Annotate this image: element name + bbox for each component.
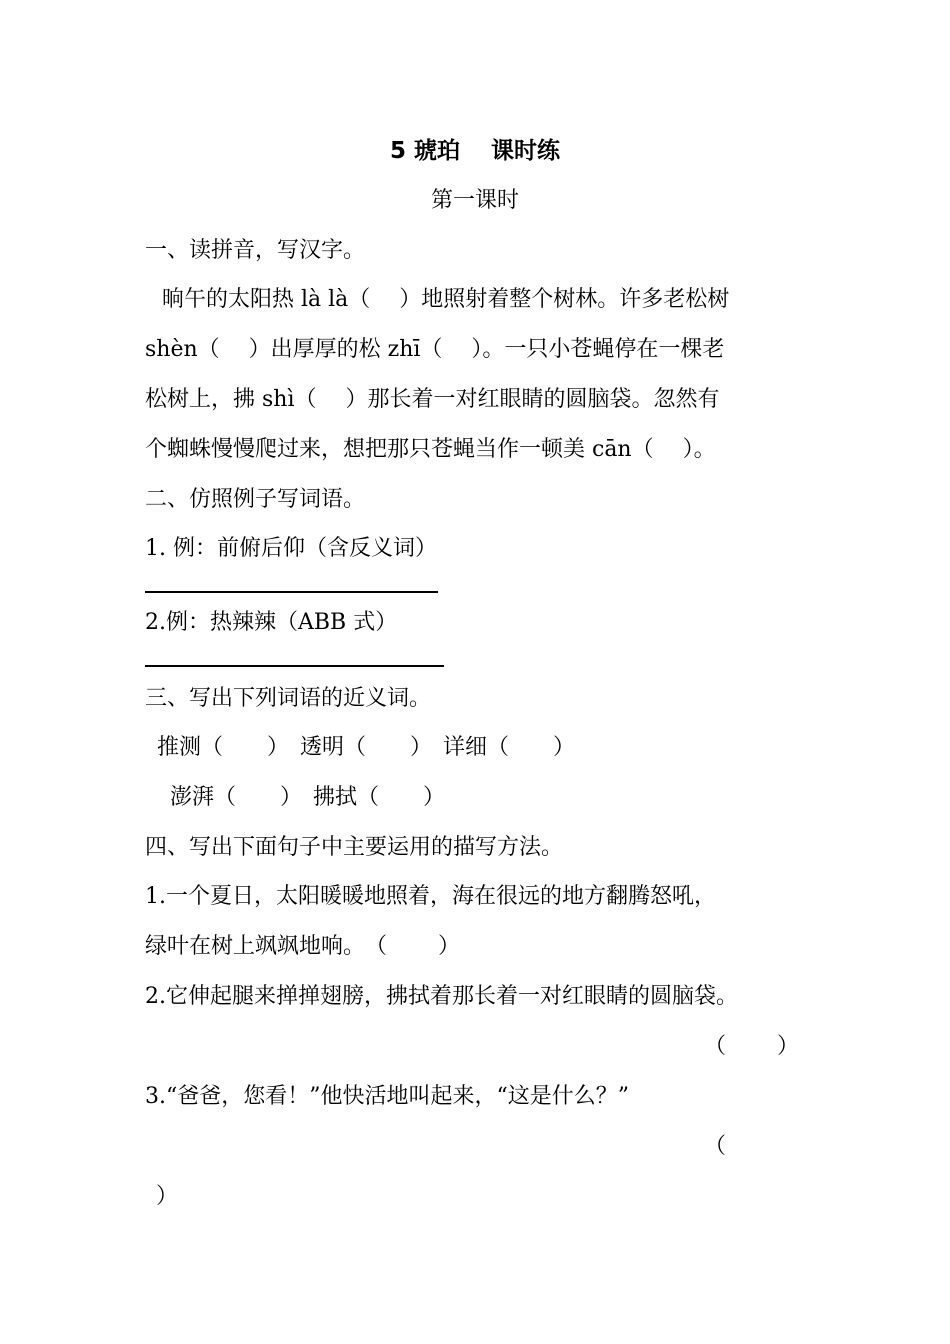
answer-line [145,665,444,667]
section-1-text-line: shèn（ ）出厚厚的松 zhī（ ）。一只小苍蝇停在一棵老 [145,337,725,362]
section-1-text-line: 个蜘蛛慢慢爬过来，想把那只苍蝇当作一顿美 cān（ ）。 [145,437,716,462]
synonym-row: 推测（ ） 透明（ ） 详细（ ） [157,735,576,760]
section-4-heading: 四、写出下面句子中主要运用的描写方法。 [145,835,564,860]
section-4-question-2: 2.它伸起腿来掸掸翅膀，拂拭着那长着一对红眼睛的圆脑袋。 [145,984,738,1009]
section-2-question-1: 1. 例：前俯后仰（含反义词） [145,536,437,561]
answer-line [145,591,438,593]
page-title: 5 琥珀 课时练 [389,138,561,164]
section-1-heading: 一、读拼音，写汉字。 [145,238,366,263]
section-2-heading: 二、仿照例子写词语。 [145,487,366,512]
answer-paren-open: （ [704,1134,727,1159]
section-1-text-line: 松树上，拂 shì（ ）那长着一对红眼睛的圆脑袋。忽然有 [145,387,720,412]
section-4-question-1: 1.一个夏日，太阳暖暖地照着，海在很远的地方翻腾怒吼， [145,884,716,909]
section-4-question-3: 3.“爸爸，您看！”他快活地叫起来，“这是什么？” [145,1084,629,1109]
section-4-question-1-cont: 绿叶在树上飒飒地响。 （ ） [145,934,460,959]
section-3-heading: 三、写出下列词语的近义词。 [145,686,432,711]
answer-parentheses: （ ） [704,1034,799,1059]
synonym-row: 澎湃（ ） 拂拭（ ） [170,785,446,810]
answer-paren-close: ） [156,1184,179,1209]
section-1-text-line: 晌午的太阳热 là là（ ）地照射着整个树林。许多老松树 [162,287,730,312]
lesson-subtitle: 第一课时 [430,188,519,213]
section-2-question-2: 2.例：热辣辣（ABB 式） [145,610,398,635]
